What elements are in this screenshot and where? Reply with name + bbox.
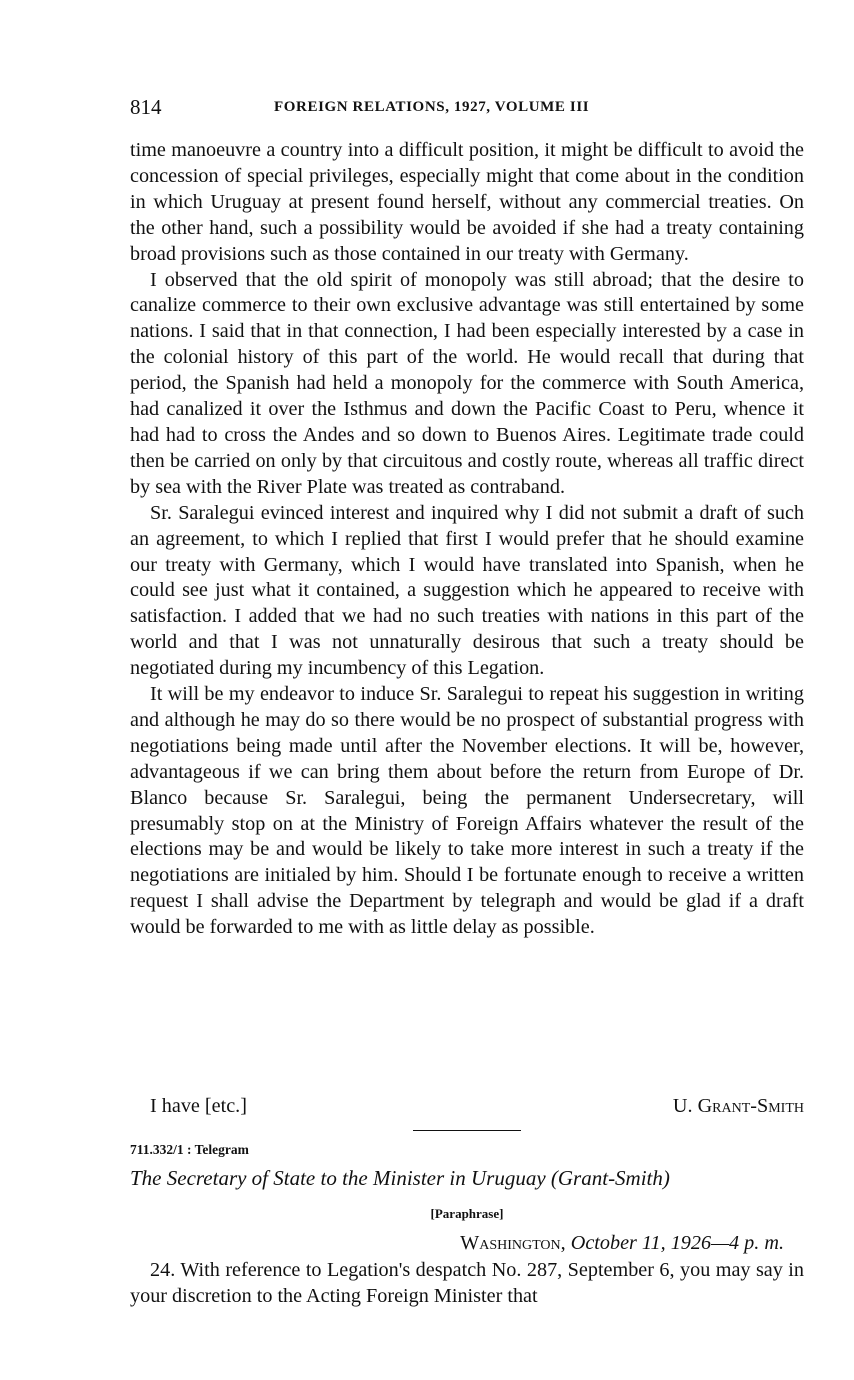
complimentary-close: I have [etc.]	[150, 1095, 247, 1117]
running-title: FOREIGN RELATIONS, 1927, VOLUME III	[274, 99, 590, 115]
page-number: 814	[130, 95, 162, 119]
signature: U. Grant-Smith	[672, 1095, 804, 1117]
letter-closing	[150, 1095, 804, 1123]
dateline-date: October 11, 1926—4 p. m.	[570, 1232, 784, 1254]
section-divider	[413, 1130, 521, 1131]
paraphrase-note: [Paraphrase]	[430, 1206, 504, 1221]
dateline	[460, 1232, 784, 1255]
paragraph-continuation: time manoeuvre a country into a difficult position, it might be difficult to avoid the concession of special privileges, especially might that come about in the condition in which Uruguay at present found herself, without any commercial treaties. On the other hand, such a possibility would be avoided if she had a treaty containing broad provisions such as those contained in our treaty with Germany.	[130, 139, 804, 265]
dateline-place: Washington,	[460, 1232, 566, 1254]
paragraph-monopoly: I observed that the old spirit of monopoly was still abroad; that the desire to canalize commerce to their own exclusive advantage was still entertained by some nations. I said that in that connection, I had been especially interested by a case in the colonial history of this part of the world. He would recall that during that period, the Spanish had held a monopoly for the commerce with South America, had canalized it over the Isthmus and down the Pacific Coast to Peru, whence it had had to cross the Andes and so down to Buenos Aires. Legitimate trade could then be carried on only by that circuitous and costly route, whereas all traffic direct by sea with the River Plate was treated as contraband.	[130, 268, 804, 498]
telegram-body	[130, 1258, 804, 1310]
letter-body	[130, 138, 804, 941]
paragraph-endeavor: It will be my endeavor to induce Sr. Saralegui to repeat his suggestion in writing and although he may do so there would be no prospect of substantial progress with negotiations being made until after the November elections. It will be, however, advantageous if we can bring them about before the return from Europe of Dr. Blanco because Sr. Saralegui, being the permanent Undersecretary, will presumably stop on at the Ministry of Foreign Affairs whatever the result of the elections may be and would be likely to take more interest in such a treaty if the negotiations are initialed by him. Should I be fortunate enough to receive a written request I shall advise the Department by telegraph and would be glad if a draft would be forwarded to me with as little delay as possible.	[130, 683, 804, 939]
running-header	[130, 95, 804, 123]
file-reference: 711.332/1 : Telegram	[130, 1142, 249, 1157]
document-heading: The Secretary of State to the Minister in Uruguay (Grant-Smith)	[130, 1166, 670, 1190]
telegram-paragraph: 24. With reference to Legation's despatch No. 287, September 6, you may say in your discretion to the Acting Foreign Minister that	[130, 1259, 804, 1307]
paragraph-draft-agreement: Sr. Saralegui evinced interest and inquired why I did not submit a draft of such an agreement, to which I replied that first I would prefer that he should examine our treaty with Germany, which I would have translated into Spanish, when he could see just what it contained, a suggestion which he appeared to receive with satisfaction. I added that we had no such treaties with nations in this part of the world and that I was not unnaturally desirous that such a treaty should be negotiated during my incumbency of this Legation.	[130, 501, 804, 680]
